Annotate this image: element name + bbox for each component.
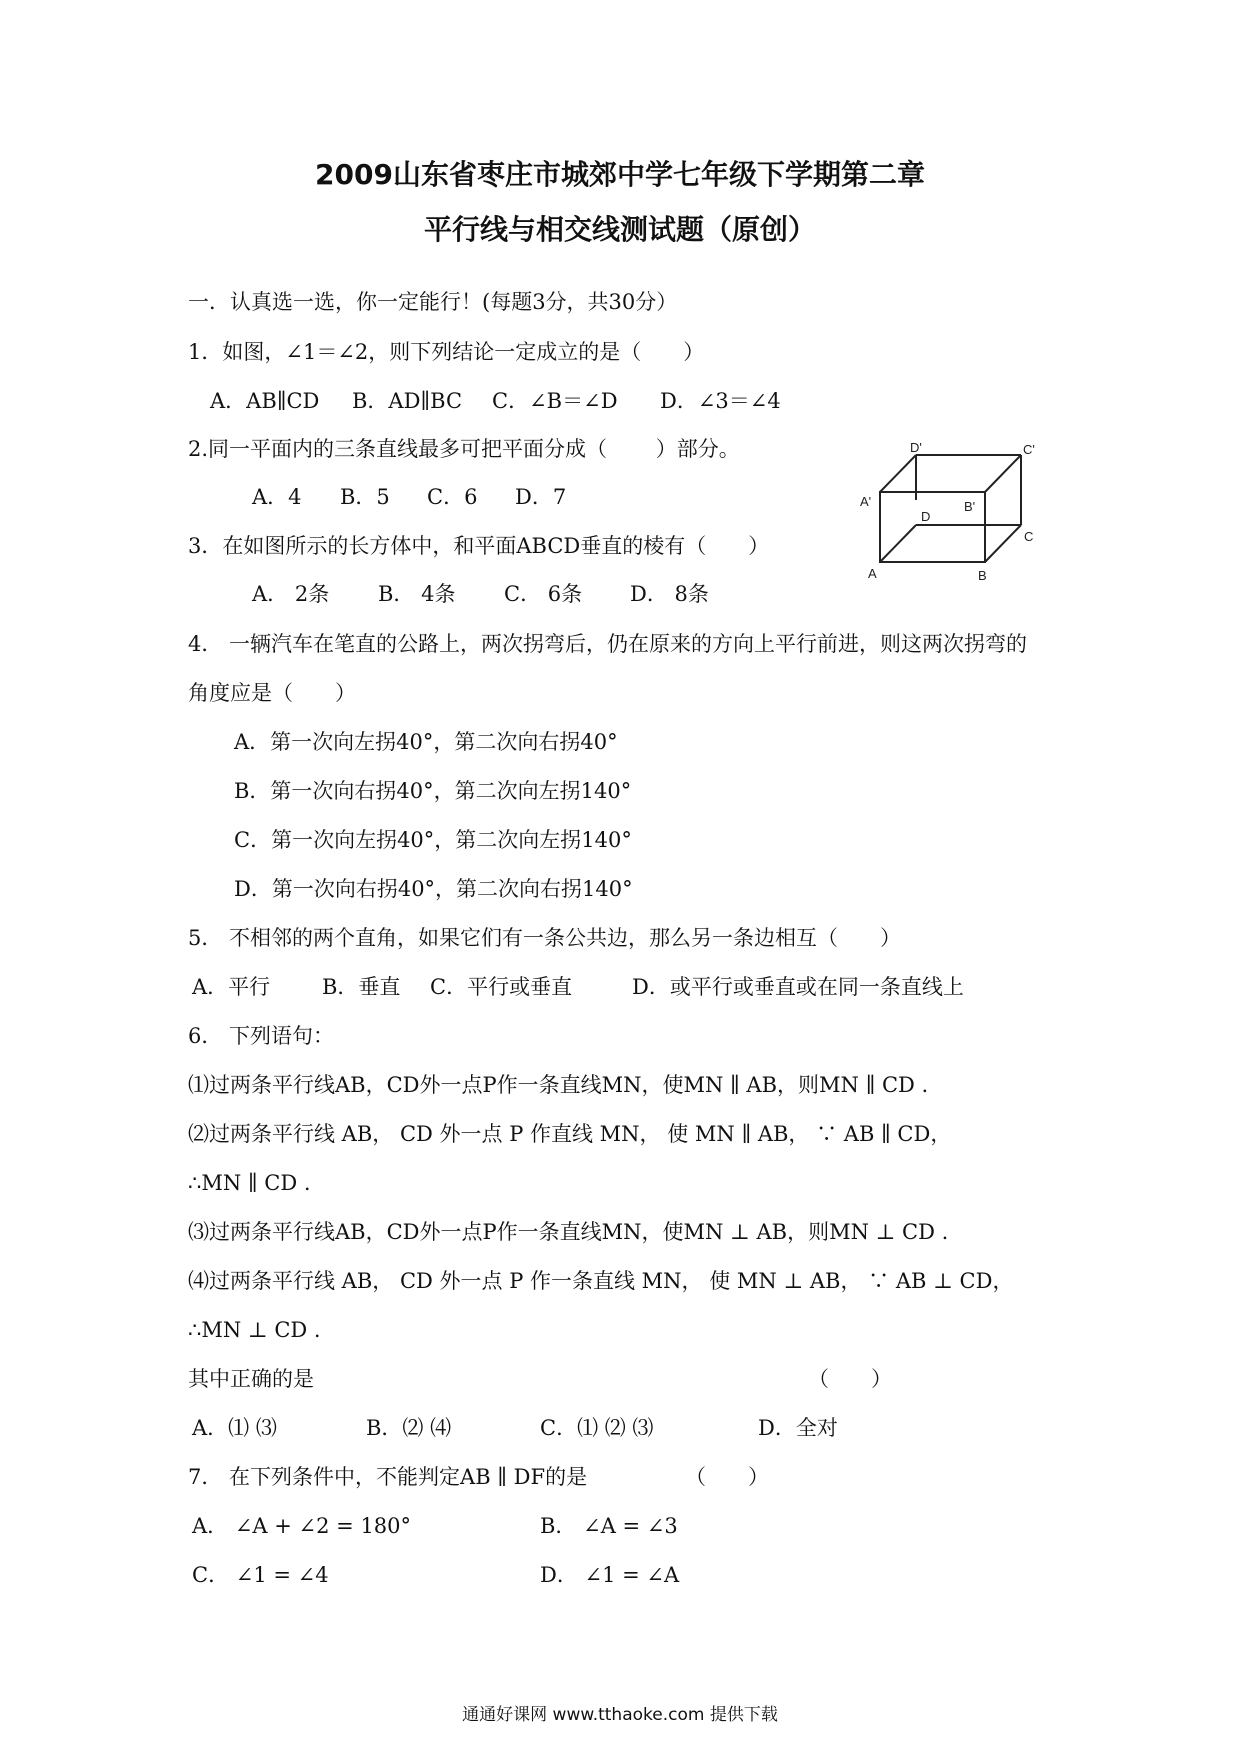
q4-stem-line-1: 4． 一辆汽车在笔直的公路上，两次拐弯后，仍在原来的方向上平行前进，则这两次拐弯的 xyxy=(188,632,1028,656)
q7-stem: 7． 在下列条件中，不能判定AB ∥ DF的是 xyxy=(188,1465,588,1489)
q1-option-d: D．∠3＝∠4 xyxy=(660,389,781,413)
q7-answer-paren: （ ） xyxy=(685,1465,769,1489)
q5-option-a: A．平行 xyxy=(192,975,271,999)
q5-option-d: D．或平行或垂直或在同一条直线上 xyxy=(632,975,964,999)
q6-statement-2: ⑵过两条平行线 AB， CD 外一点 P 作直线 MN， 使 MN ∥ AB， ∵ AB ∥ CD， xyxy=(188,1122,952,1146)
q4-option-d: D．第一次向右拐40°，第二次向右拐140° xyxy=(234,877,633,901)
q3-option-a: A． 2条 xyxy=(252,582,330,606)
title-line-1: 2009山东省枣庄市城郊中学七年级下学期第二章 xyxy=(315,158,925,191)
footer-source: 通通好课网 www.tthaoke.com 提供下载 xyxy=(462,1705,778,1725)
q6-statement-4-cont: ∴MN ⊥ CD . xyxy=(188,1318,321,1342)
q6-ask: 其中正确的是 xyxy=(188,1367,314,1391)
q2-option-c: C．6 xyxy=(427,485,478,509)
label-d-prime: D' xyxy=(910,440,922,455)
q7-option-a: A． ∠A + ∠2 = 180° xyxy=(192,1514,412,1538)
label-d: D xyxy=(921,509,931,524)
q6-option-b: B．⑵ ⑷ xyxy=(366,1416,452,1440)
q4-stem-line-2: 角度应是（ ） xyxy=(188,681,356,705)
q7-option-b: B． ∠A = ∠3 xyxy=(540,1514,678,1538)
title-line-2: 平行线与相交线测试题（原创） xyxy=(423,213,816,246)
q7-option-c: C． ∠1 = ∠4 xyxy=(192,1563,329,1587)
q2-option-a: A．4 xyxy=(252,485,302,509)
q1-stem: 1．如图，∠1＝∠2，则下列结论一定成立的是（ ） xyxy=(188,340,705,364)
q1-option-a: A．AB∥CD xyxy=(210,389,320,413)
q5-option-c: C．平行或垂直 xyxy=(430,975,573,999)
q4-option-c: C．第一次向左拐40°，第二次向左拐140° xyxy=(234,828,632,852)
label-c: C xyxy=(1024,529,1034,544)
q6-statement-1: ⑴过两条平行线AB，CD外一点P作一条直线MN，使MN ∥ AB，则MN ∥ CD . xyxy=(188,1073,929,1097)
q6-statement-2-cont: ∴MN ∥ CD . xyxy=(188,1171,311,1195)
q2-option-d: D．7 xyxy=(515,485,567,509)
q7-option-d: D． ∠1 = ∠A xyxy=(540,1563,680,1587)
section-heading: 一．认真选一选，你一定能行！(每题3分，共30分） xyxy=(188,290,678,314)
q4-option-b: B．第一次向右拐40°，第二次向左拐140° xyxy=(234,779,632,803)
cuboid-figure xyxy=(860,440,1060,580)
q3-option-d: D． 8条 xyxy=(630,582,709,606)
q4-option-a: A．第一次向左拐40°，第二次向右拐40° xyxy=(234,730,618,754)
q3-option-b: B． 4条 xyxy=(378,582,456,606)
q5-stem: 5． 不相邻的两个直角，如果它们有一条公共边，那么另一条边相互（ ） xyxy=(188,926,902,950)
q2-option-b: B．5 xyxy=(340,485,390,509)
q6-statement-4: ⑷过两条平行线 AB， CD 外一点 P 作一条直线 MN， 使 MN ⊥ AB， ∵ AB ⊥ CD， xyxy=(188,1269,1014,1293)
q6-option-c: C．⑴ ⑵ ⑶ xyxy=(540,1416,654,1440)
q6-statement-3: ⑶过两条平行线AB，CD外一点P作一条直线MN，使MN ⊥ AB，则MN ⊥ CD . xyxy=(188,1220,949,1244)
q1-option-b: B．AD∥BC xyxy=(352,389,463,413)
label-b: B xyxy=(978,568,987,580)
label-c-prime: C' xyxy=(1023,442,1035,457)
label-b-prime: B' xyxy=(964,499,976,514)
q3-stem: 3．在如图所示的长方体中，和平面ABCD垂直的棱有（ ） xyxy=(188,534,770,558)
q2-stem: 2.同一平面内的三条直线最多可把平面分成（ ）部分。 xyxy=(188,437,740,461)
q6-option-a: A．⑴ ⑶ xyxy=(192,1416,277,1440)
q6-option-d: D．全对 xyxy=(758,1416,838,1440)
label-a-prime: A' xyxy=(860,494,872,509)
q6-answer-paren: （ ） xyxy=(808,1367,892,1391)
q1-option-c: C．∠B＝∠D xyxy=(492,389,618,413)
q5-option-b: B．垂直 xyxy=(322,975,401,999)
q6-stem: 6． 下列语句： xyxy=(188,1024,335,1048)
label-a: A xyxy=(868,566,877,580)
q3-option-c: C． 6条 xyxy=(504,582,583,606)
